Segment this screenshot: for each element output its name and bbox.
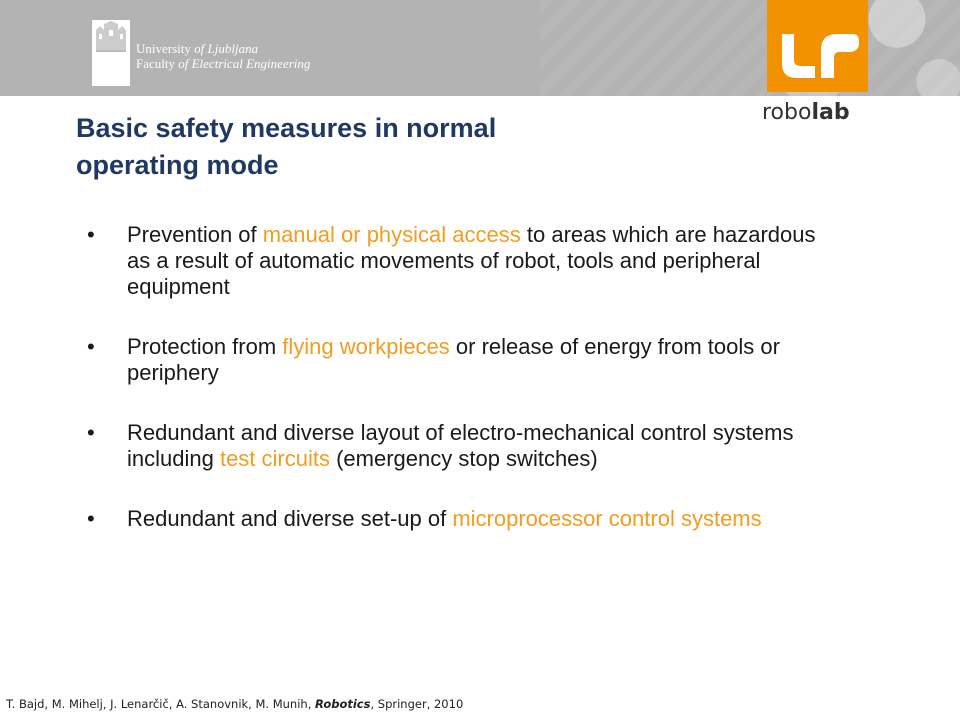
lr-logo-icon xyxy=(767,0,868,92)
bullet-item: • Prevention of manual or physical access to areas which are hazardous as a result of automatic movements of robot, tools and peripheral equipment xyxy=(87,222,816,299)
highlight-text: manual or physical access xyxy=(262,222,521,247)
highlight-text: microprocessor control systems xyxy=(452,506,762,531)
slide-title: Basic safety measures in normal operating mode xyxy=(76,113,497,180)
university-logo xyxy=(92,20,130,86)
faculty-line: Faculty of Electrical Engineering xyxy=(136,56,311,71)
header-pattern xyxy=(540,0,960,96)
bullet-dot-icon: • xyxy=(87,222,95,247)
highlight-text: flying workpieces xyxy=(282,334,450,359)
bullet-dot-icon: • xyxy=(87,420,95,445)
university-line: University of Ljubljana xyxy=(136,41,259,56)
lr-logo-badge xyxy=(767,0,868,92)
citation-footer: T. Bajd, M. Mihelj, J. Lenarčič, A. Stanovnik, M. Munih, Robotics, Springer, 2010 xyxy=(6,697,464,711)
highlight-text: test circuits xyxy=(219,446,330,471)
bullet-item: • Redundant and diverse layout of electro-mechanical control systems including test circuits (emergency stop switches) xyxy=(87,420,794,471)
bullet-item: • Redundant and diverse set-up of microprocessor control systems xyxy=(87,506,762,531)
bullet-dot-icon: • xyxy=(87,334,95,359)
bullet-list xyxy=(82,222,842,566)
bullet-dot-icon: • xyxy=(87,506,95,531)
bullet-item: • Protection from flying workpieces or release of energy from tools or periphery xyxy=(87,334,780,385)
university-name xyxy=(136,41,310,71)
robolab-wordmark: robolab xyxy=(762,100,850,125)
